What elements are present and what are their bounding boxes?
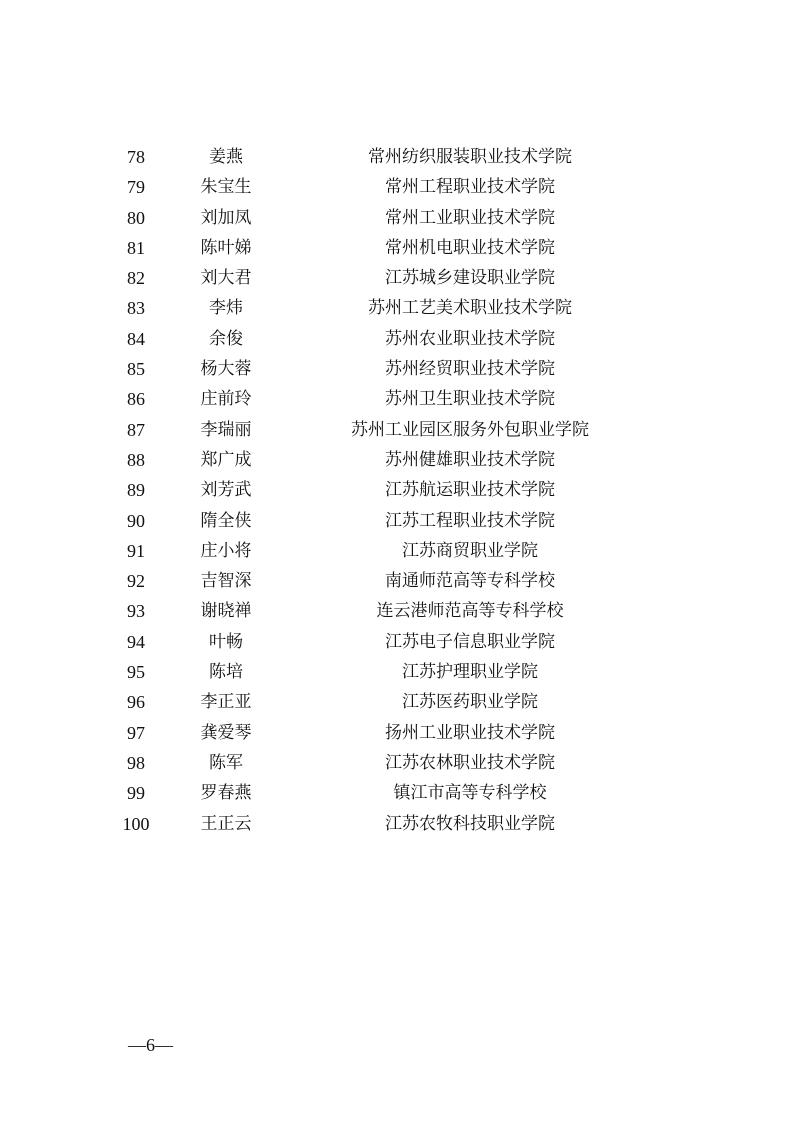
person-name: 王正云	[200, 813, 252, 834]
school-name: 苏州卫生职业技术学院	[385, 389, 555, 410]
person-name: 陈军	[209, 752, 243, 773]
person-name: 罗春燕	[200, 783, 252, 804]
school-name: 常州工程职业技术学院	[385, 177, 555, 198]
person-name: 李炜	[209, 298, 243, 319]
list-item	[0, 354, 793, 384]
school-name: 扬州工业职业技术学院	[385, 722, 555, 743]
school-name: 江苏医药职业学院	[402, 692, 538, 713]
page-number: —6—	[128, 1035, 173, 1055]
entry-number: 93	[127, 601, 145, 622]
entry-number: 98	[127, 752, 145, 773]
person-name: 刘加凤	[200, 207, 252, 228]
entry-number: 88	[127, 449, 145, 470]
list-item	[0, 415, 793, 445]
school-name: 苏州工艺美术职业技术学院	[368, 298, 572, 319]
list-item	[0, 324, 793, 354]
entry-number: 83	[127, 298, 145, 319]
person-name: 陈叶娣	[200, 237, 252, 258]
list-item	[0, 687, 793, 717]
school-name: 镇江市高等专科学校	[393, 783, 547, 804]
person-name: 朱宝生	[200, 177, 252, 198]
school-name: 江苏农林职业技术学院	[385, 752, 555, 773]
person-name: 姜燕	[209, 147, 243, 167]
entry-number: 92	[127, 571, 145, 592]
entry-number: 87	[127, 419, 145, 440]
list-item	[0, 506, 793, 536]
school-name: 苏州工业园区服务外包职业学院	[351, 419, 589, 440]
entry-number: 89	[127, 480, 145, 501]
person-name: 刘大君	[200, 268, 252, 289]
person-name: 龚爱琴	[200, 722, 252, 743]
list-item	[0, 566, 793, 596]
list-item	[0, 172, 793, 202]
list-item	[0, 233, 793, 263]
list-item	[0, 627, 793, 657]
entry-number: 86	[127, 389, 145, 410]
entry-number: 81	[127, 237, 145, 258]
school-name: 常州工业职业技术学院	[385, 207, 555, 228]
school-name: 江苏护理职业学院	[402, 662, 538, 683]
person-name: 郑广成	[200, 449, 252, 470]
school-name: 常州机电职业技术学院	[385, 237, 555, 258]
list-item	[0, 384, 793, 414]
school-name: 南通师范高等专科学校	[385, 571, 555, 592]
list-item	[0, 263, 793, 293]
entry-number: 100	[122, 813, 150, 834]
entry-number: 82	[127, 268, 145, 289]
school-name: 江苏工程职业技术学院	[385, 510, 555, 531]
school-name: 江苏农牧科技职业学院	[385, 813, 555, 834]
entry-number: 99	[127, 783, 145, 804]
list-item	[0, 778, 793, 808]
entry-number: 95	[127, 662, 145, 683]
school-name: 江苏城乡建设职业学院	[385, 268, 555, 289]
entry-number: 78	[127, 147, 145, 167]
school-name: 江苏商贸职业学院	[402, 540, 538, 561]
school-name: 苏州经贸职业技术学院	[385, 359, 555, 380]
list-item	[0, 293, 793, 323]
entry-number: 85	[127, 359, 145, 380]
list-item	[0, 657, 793, 687]
entry-number: 91	[127, 540, 145, 561]
list-item	[0, 536, 793, 566]
school-name: 江苏航运职业技术学院	[385, 480, 555, 501]
person-name: 余俊	[209, 328, 243, 349]
person-name: 李瑞丽	[200, 419, 252, 440]
list-item	[0, 445, 793, 475]
entry-number: 90	[127, 510, 145, 531]
person-name: 庄小将	[200, 540, 252, 561]
list-item	[0, 809, 793, 839]
person-name: 陈培	[209, 662, 243, 683]
school-name: 常州纺织服装职业技术学院	[368, 147, 572, 167]
person-name: 叶畅	[209, 631, 243, 652]
school-name: 连云港师范高等专科学校	[376, 601, 564, 622]
person-name: 吉智深	[200, 571, 252, 592]
entry-number: 96	[127, 692, 145, 713]
person-name: 李正亚	[200, 692, 252, 713]
list-item	[0, 596, 793, 626]
list-item	[0, 203, 793, 233]
list-item	[0, 718, 793, 748]
person-name: 隋全侠	[200, 510, 252, 531]
person-name: 谢晓禅	[200, 601, 252, 622]
school-name: 苏州农业职业技术学院	[385, 328, 555, 349]
list-item	[0, 475, 793, 505]
school-name: 苏州健雄职业技术学院	[385, 449, 555, 470]
person-name: 刘芳武	[200, 480, 252, 501]
list-item	[0, 748, 793, 778]
entry-number: 79	[127, 177, 145, 198]
entry-number: 94	[127, 631, 145, 652]
entry-number: 84	[127, 328, 145, 349]
name-list	[0, 142, 793, 839]
person-name: 杨大蓉	[200, 359, 252, 380]
school-name: 江苏电子信息职业学院	[385, 631, 555, 652]
entry-number: 97	[127, 722, 145, 743]
person-name: 庄前玲	[200, 389, 252, 410]
list-item	[0, 142, 793, 172]
entry-number: 80	[127, 207, 145, 228]
